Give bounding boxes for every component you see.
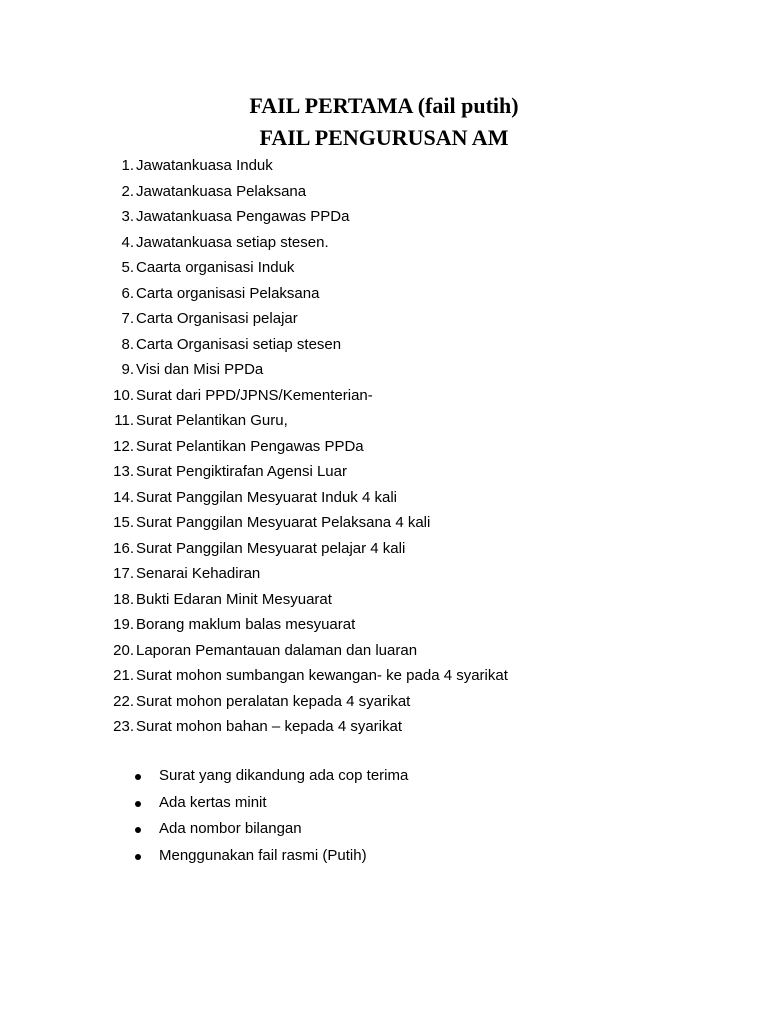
list-item-number: 11. (114, 412, 134, 429)
list-item-text: Borang maklum balas mesyuarat (136, 616, 356, 633)
list-item-text: Jawatankuasa Induk (136, 157, 273, 174)
list-item (0, 638, 768, 664)
list-item-number: 23. (113, 718, 134, 735)
bullet-item (0, 790, 768, 817)
list-item-text: Surat Pelantikan Guru, (136, 412, 288, 429)
list-item-number: 20. (113, 641, 134, 659)
list-item-number: 1. (121, 157, 134, 174)
list-item-number: 17. (113, 565, 134, 582)
list-item (0, 306, 768, 332)
list-item-text: Jawatankuasa Pengawas PPDa (136, 208, 350, 225)
list-item (0, 587, 768, 613)
list-item (0, 204, 768, 230)
bullet-item (0, 843, 768, 870)
list-item-text: Senarai Kehadiran (136, 565, 261, 582)
list-item-text: Surat Panggilan Mesyuarat Pelaksana 4 kali (136, 514, 431, 531)
bullet-item-text: Ada kertas minit (159, 793, 267, 811)
list-item-text: Surat mohon sumbangan kewangan- ke pada 4 syarikat (136, 667, 508, 684)
list-item-text: Jawatankuasa setiap stesen. (136, 233, 329, 251)
list-item-text: Surat mohon peralatan kepada 4 syarikat (136, 692, 411, 710)
list-item-text: Bukti Edaran Minit Mesyuarat (136, 590, 332, 608)
list-item-number: 4. (121, 233, 134, 251)
list-item-number: 3. (121, 208, 134, 225)
bullet-item-text: Surat yang dikandung ada cop terima (159, 767, 409, 784)
bullet-item (0, 763, 768, 790)
list-item (0, 179, 768, 205)
bullet-list (0, 763, 768, 869)
list-item (0, 510, 768, 536)
list-item-number: 13. (113, 463, 134, 480)
list-item-number: 7. (121, 310, 134, 327)
numbered-list (0, 153, 768, 740)
list-item-text: Carta Organisasi setiap stesen (136, 335, 342, 353)
document-subtitle: FAIL PENGURUSAN AM (259, 125, 509, 150)
list-item-number: 2. (121, 182, 134, 200)
list-item-text: Jawatankuasa Pelaksana (136, 182, 307, 200)
bullet-icon (135, 801, 141, 807)
list-item (0, 561, 768, 587)
list-item-text: Surat Panggilan Mesyuarat Induk 4 kali (136, 488, 397, 506)
list-item-text: Surat Pengiktirafan Agensi Luar (136, 463, 347, 480)
bullet-icon (135, 827, 141, 833)
list-item-number: 21. (113, 667, 134, 684)
list-item (0, 383, 768, 409)
bullet-icon (135, 774, 141, 780)
list-item (0, 357, 768, 383)
list-item-number: 15. (113, 514, 134, 531)
list-item (0, 689, 768, 715)
list-item-text: Surat Pelantikan Pengawas PPDa (136, 437, 364, 455)
list-item-number: 18. (113, 590, 134, 608)
list-item (0, 434, 768, 460)
list-item-text: Caarta organisasi Induk (136, 259, 295, 276)
list-item-number: 10. (113, 386, 134, 404)
list-item-text: Surat dari PPD/JPNS/Kementerian- (136, 386, 373, 404)
list-item-number: 12. (113, 437, 134, 455)
list-item-number: 22. (113, 692, 134, 710)
list-item (0, 459, 768, 485)
bullet-item-text: Menggunakan fail rasmi (Putih) (159, 846, 367, 864)
list-item (0, 255, 768, 281)
list-item-number: 6. (121, 284, 134, 302)
list-item (0, 663, 768, 689)
bullet-item (0, 816, 768, 843)
list-item-text: Laporan Pemantauan dalaman dan luaran (136, 641, 418, 659)
list-item-text: Carta organisasi Pelaksana (136, 284, 320, 302)
bullet-item-text: Ada nombor bilangan (159, 820, 302, 837)
list-item-number: 14. (113, 488, 134, 506)
list-item-text: Surat mohon bahan – kepada 4 syarikat (136, 718, 403, 735)
list-item (0, 714, 768, 740)
list-item-number: 9. (121, 361, 134, 378)
list-item (0, 485, 768, 511)
list-item-text: Surat Panggilan Mesyuarat pelajar 4 kali (136, 539, 406, 557)
list-item (0, 153, 768, 179)
list-item-number: 19. (113, 616, 134, 633)
list-item (0, 612, 768, 638)
list-item-number: 16. (113, 539, 134, 557)
document-title: FAIL PERTAMA (fail putih) (249, 93, 519, 118)
list-item (0, 408, 768, 434)
list-item-number: 5. (121, 259, 134, 276)
list-item (0, 230, 768, 256)
list-item (0, 332, 768, 358)
bullet-icon (135, 854, 141, 860)
list-item (0, 536, 768, 562)
list-item (0, 281, 768, 307)
list-item-text: Visi dan Misi PPDa (136, 361, 264, 378)
list-item-text: Carta Organisasi pelajar (136, 310, 298, 327)
list-item-number: 8. (121, 335, 134, 353)
